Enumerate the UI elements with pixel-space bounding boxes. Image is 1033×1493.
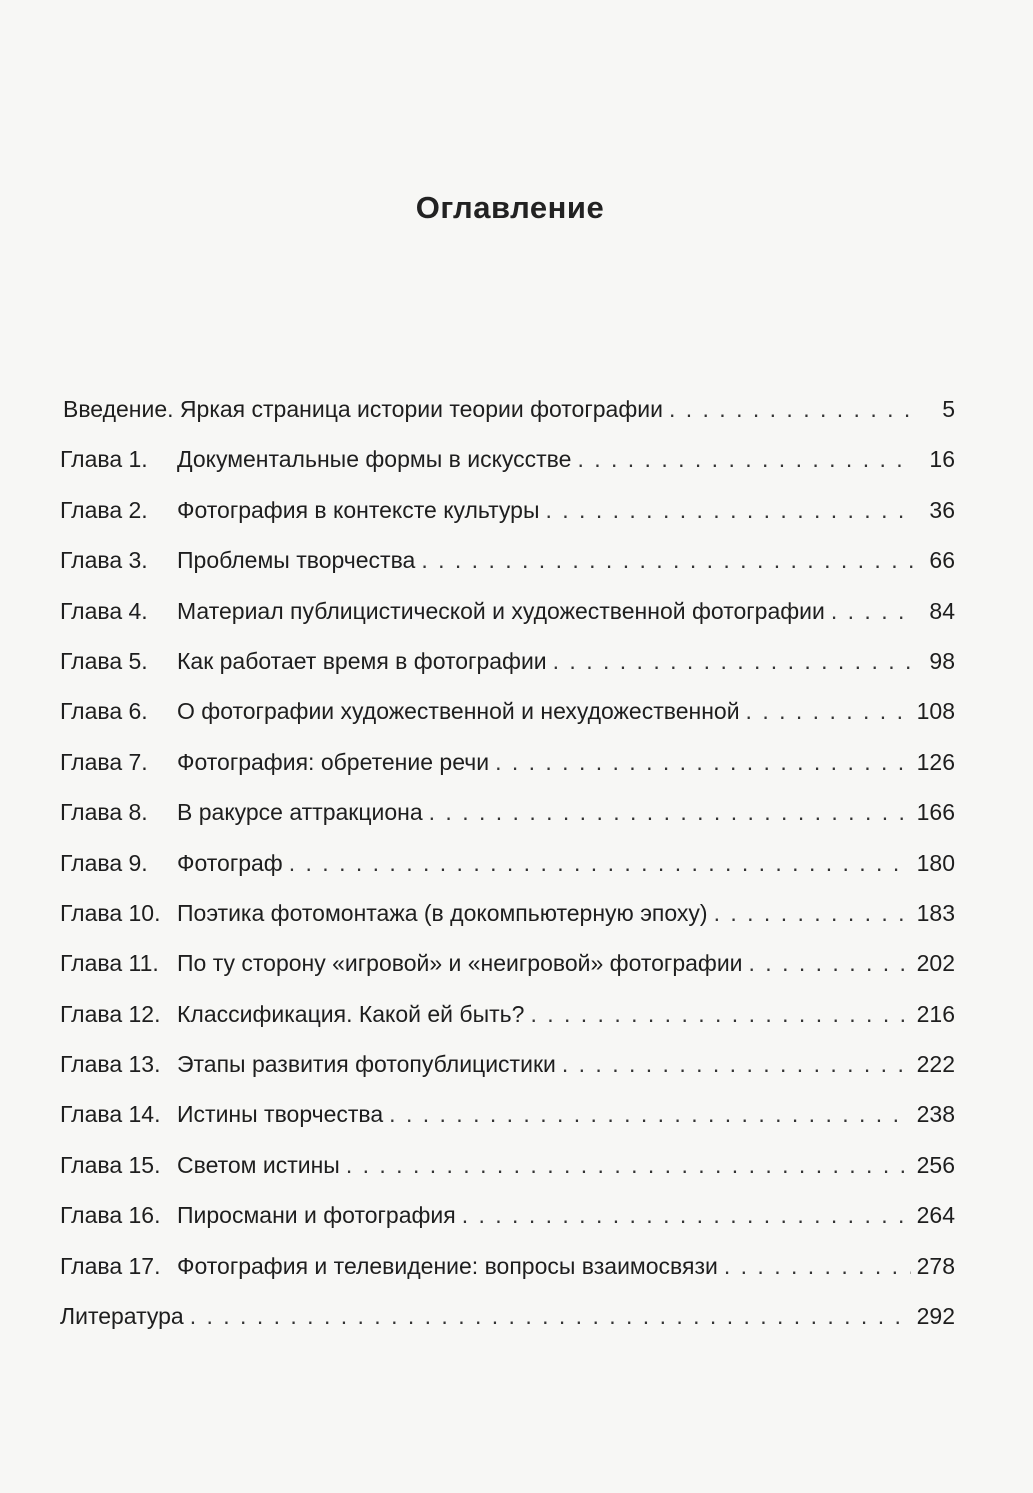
dot-leader: [831, 586, 913, 636]
toc-page-number: 98: [929, 647, 955, 674]
toc-page-number: 183: [916, 899, 955, 926]
dot-leader: [746, 686, 911, 736]
toc-entry-chapter-3: [60, 535, 955, 585]
toc-entry-title: Проблемы творчества: [177, 547, 416, 574]
dot-leader: [495, 737, 911, 787]
toc-chapter-label: Глава 1.: [60, 446, 148, 473]
toc-chapter-label: Глава 10.: [60, 899, 161, 926]
toc-entry-title: По ту сторону «игровой» и «неигровой» фотографии: [177, 950, 743, 977]
toc-entry-chapter-12: [60, 989, 955, 1039]
toc-entry-title: Поэтика фотомонтажа (в докомпьютерную эпоху): [177, 899, 708, 926]
dot-leader: [190, 1291, 911, 1341]
toc-page-number: 36: [929, 496, 955, 523]
toc-page-number: 126: [916, 748, 955, 775]
toc-chapter-label: Глава 16.: [60, 1202, 161, 1229]
toc-page-number: 202: [916, 950, 955, 977]
dot-leader: [530, 989, 910, 1039]
toc-entry-chapter-2: [60, 485, 955, 535]
dot-leader: [724, 1241, 911, 1291]
toc-entry-chapter-4: [60, 586, 955, 636]
toc-entry-chapter-13: [60, 1039, 955, 1089]
toc-entry-title: В ракурсе аттракциона: [177, 799, 423, 826]
dot-leader: [669, 384, 913, 434]
toc-chapter-label: Глава 7.: [60, 748, 148, 775]
dot-leader: [462, 1190, 911, 1240]
dot-leader: [346, 1140, 911, 1190]
table-of-contents: [60, 384, 955, 1341]
toc-entry-title: Классификация. Какой ей быть?: [177, 1000, 525, 1027]
toc-entry-title: Фотограф: [177, 849, 283, 876]
dot-leader: [289, 838, 911, 888]
toc-chapter-label: Глава 13.: [60, 1051, 161, 1078]
dot-leader: [545, 485, 913, 535]
toc-entry-title: Фотография в контексте культуры: [177, 496, 540, 523]
toc-entry-title: Материал публицистической и художественной фотографии: [177, 597, 825, 624]
toc-entry-chapter-17: [60, 1241, 955, 1291]
toc-chapter-label: Глава 5.: [60, 647, 148, 674]
toc-entry-title: Этапы развития фотопублицистики: [177, 1051, 556, 1078]
toc-chapter-label: Глава 3.: [60, 547, 148, 574]
dot-leader: [577, 434, 913, 484]
toc-page-number: 180: [916, 849, 955, 876]
toc-page-number: 278: [916, 1252, 955, 1279]
toc-page-number: 216: [916, 1000, 955, 1027]
toc-page-number: 222: [916, 1051, 955, 1078]
toc-entry-title: Истины творчества: [177, 1101, 384, 1128]
toc-chapter-label: Глава 8.: [60, 799, 148, 826]
toc-chapter-label: Глава 9.: [60, 849, 148, 876]
toc-page-number: 292: [916, 1303, 955, 1330]
toc-entry-chapter-7: [60, 737, 955, 787]
toc-page-number: 66: [929, 547, 955, 574]
toc-entry-chapter-15: [60, 1140, 955, 1190]
toc-entry-chapter-16: [60, 1190, 955, 1240]
toc-chapter-label: Глава 6.: [60, 698, 148, 725]
toc-entry-title: Фотография и телевидение: вопросы взаимосвязи: [177, 1252, 718, 1279]
toc-entry-intro: [60, 384, 955, 434]
toc-entry-chapter-10: [60, 888, 955, 938]
toc-entry-title: Фотография: обретение речи: [177, 748, 490, 775]
toc-entry-chapter-8: [60, 787, 955, 837]
dot-leader: [749, 938, 911, 988]
toc-entry-title: Введение. Яркая страница истории теории фотографии: [63, 396, 663, 422]
toc-entry-chapter-5: [60, 636, 955, 686]
toc-entry-literature: [60, 1291, 955, 1341]
dot-leader: [421, 535, 913, 585]
toc-chapter-label: Глава 15.: [60, 1151, 161, 1178]
toc-chapter-label: Глава 4.: [60, 597, 148, 624]
toc-chapter-label: Глава 11.: [60, 950, 159, 977]
toc-chapter-label: Глава 12.: [60, 1000, 161, 1027]
toc-entry-chapter-11: [60, 938, 955, 988]
toc-entry-chapter-1: [60, 434, 955, 484]
toc-entry-title: Как работает время в фотографии: [177, 647, 547, 674]
toc-entry-chapter-9: [60, 838, 955, 888]
toc-page-number: 256: [916, 1151, 955, 1178]
toc-page-number: 166: [916, 799, 955, 826]
toc-page-number: 108: [916, 698, 955, 725]
dot-leader: [553, 636, 913, 686]
toc-entry-title: Литература: [60, 1303, 184, 1330]
dot-leader: [389, 1089, 910, 1139]
toc-entry-chapter-14: [60, 1089, 955, 1139]
toc-entry-chapter-6: [60, 686, 955, 736]
toc-entry-title: О фотографии художественной и нехудожественной: [177, 698, 740, 725]
toc-page-number: 264: [916, 1202, 955, 1229]
dot-leader: [429, 787, 911, 837]
dot-leader: [562, 1039, 911, 1089]
toc-page-number: 16: [929, 446, 955, 473]
page-title: Оглавление: [415, 190, 605, 225]
toc-chapter-label: Глава 14.: [60, 1101, 161, 1128]
toc-chapter-label: Глава 2.: [60, 496, 148, 523]
toc-chapter-label: Глава 17.: [60, 1252, 161, 1279]
toc-page-number: 5: [942, 396, 955, 422]
toc-page-number: 238: [916, 1101, 955, 1128]
toc-page-number: 84: [929, 597, 955, 624]
toc-entry-title: Светом истины: [177, 1151, 340, 1178]
toc-entry-title: Пиросмани и фотография: [177, 1202, 456, 1229]
dot-leader: [714, 888, 911, 938]
toc-entry-title: Документальные формы в искусстве: [177, 446, 572, 473]
